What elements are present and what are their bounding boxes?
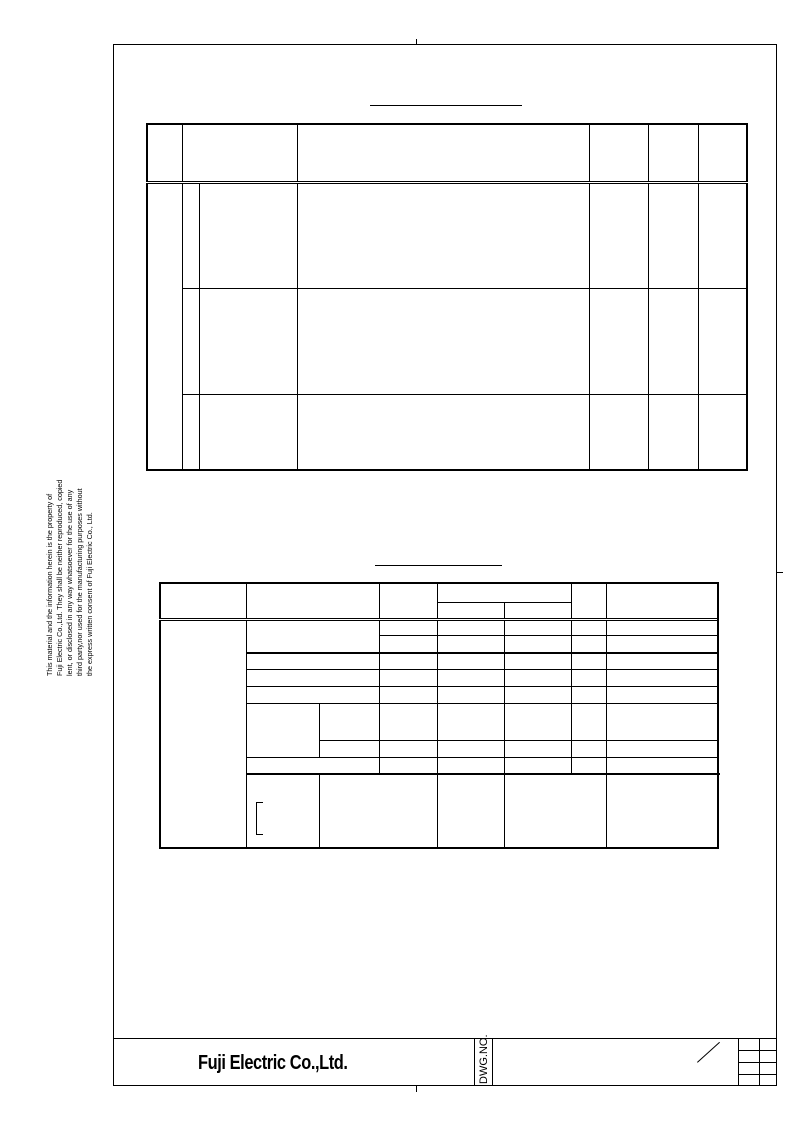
table-row xyxy=(160,583,718,602)
revision-row-line xyxy=(738,1050,777,1051)
table-row xyxy=(147,124,747,182)
table1-title-underline xyxy=(370,105,522,106)
note-line: Fuji Electric Co.,Ltd. They shall be neither reproduced, copied xyxy=(55,479,64,676)
note-line: lent, or disclosed in any way whatsoever for the use of any xyxy=(65,489,74,676)
company-name: Fuji Electric Co.,Ltd. xyxy=(198,1052,348,1074)
note-line: third party,nor used for the manufacturing purposes without xyxy=(75,488,84,676)
test-table-2 xyxy=(159,582,719,849)
top-center-tick xyxy=(416,39,417,45)
dwg-no-label: DWG.NO. xyxy=(478,1034,490,1084)
title-block-divider xyxy=(474,1038,475,1086)
table-row xyxy=(147,288,747,394)
note-line: This material and the information herein is the property of xyxy=(45,493,54,676)
bracket-mark xyxy=(256,802,263,835)
table-row xyxy=(147,182,747,288)
table-row xyxy=(160,619,718,635)
table2-title-underline xyxy=(375,565,502,566)
right-center-tick xyxy=(777,572,783,573)
confidentiality-note xyxy=(45,436,95,676)
revision-row-line xyxy=(738,1074,777,1075)
title-block-divider xyxy=(492,1038,493,1086)
revision-row-line xyxy=(738,1062,777,1063)
note-line: the express written consent of Fuji Electric Co., Ltd. xyxy=(85,512,94,676)
test-table-1 xyxy=(146,123,748,471)
bottom-center-tick xyxy=(416,1086,417,1092)
table-row xyxy=(147,394,747,470)
